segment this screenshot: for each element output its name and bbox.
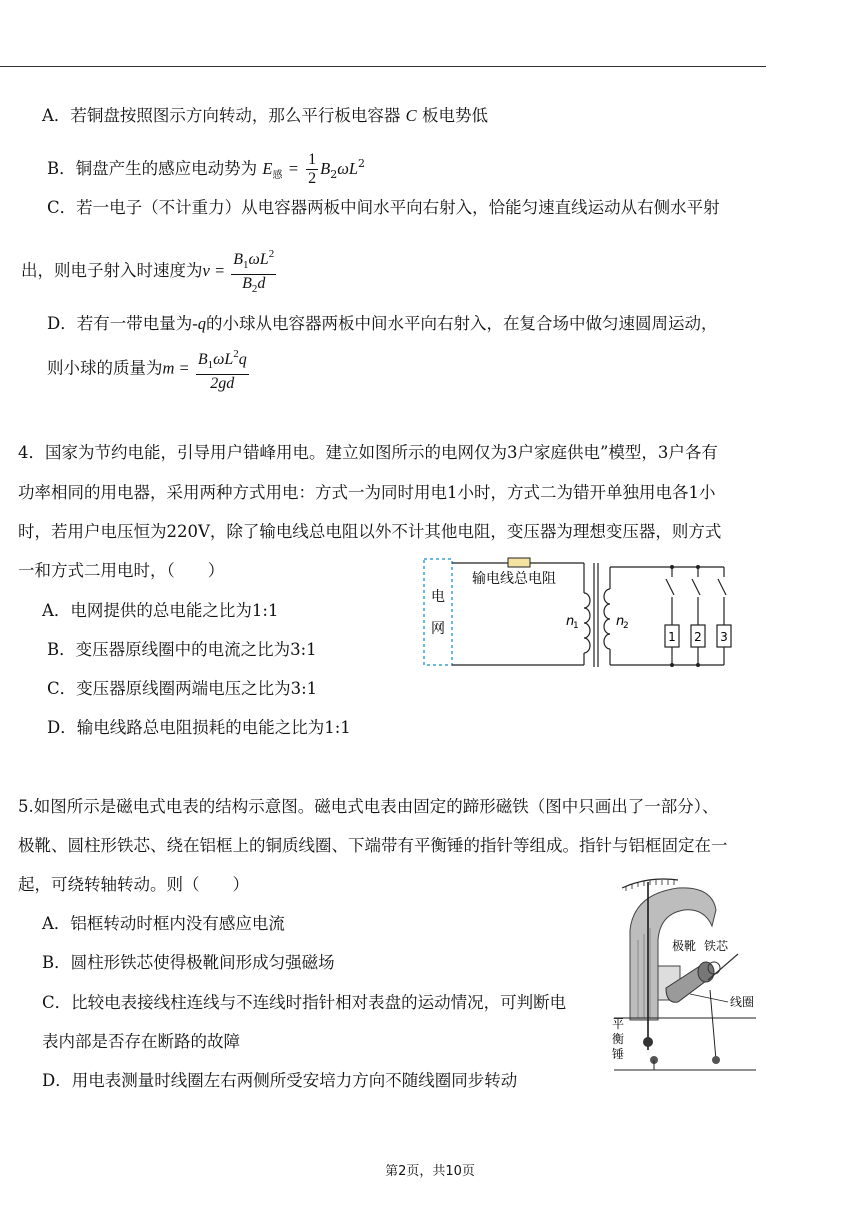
scale-ticks	[626, 880, 674, 891]
load-3-label: 3	[720, 630, 728, 644]
q3-d-num-sub: 1	[207, 359, 214, 371]
q3-option-d-line2: 则小球的质量为m = $\frac{B_1\omega L^2q}{2gd}$	[47, 345, 251, 393]
load-branch-2	[691, 565, 705, 667]
grid-box	[424, 559, 452, 665]
q5-stem-line2: 极靴、圆柱形铁芯、绕在铝框上的铜质线圈、下端带有平衡锤的指针等组成。指针与铝框固定在一	[18, 836, 728, 855]
q3-option-b-text: B．铜盘产生的感应电动势为	[47, 159, 258, 178]
weight-label-3: 锤	[612, 1047, 625, 1061]
q3-option-a	[42, 104, 488, 128]
q3-option-b: B．铜盘产生的感应电动势为 $E_感$ = $\frac{1}{2}$ $B_2\omega L^2$	[47, 151, 366, 187]
q5-meter-diagram	[608, 870, 758, 1080]
q3-option-b-fraction	[306, 151, 318, 188]
primary-coil	[584, 593, 590, 653]
q4-option-b: B．变压器原线圈中的电流之比为3:1	[47, 640, 317, 659]
secondary-coil	[604, 589, 610, 649]
q4-stem-line1: 4．国家为节约电能，引导用户错峰用电。建立如图所示的电网仅为3户家庭供电”模型，3户各有	[18, 443, 718, 462]
q3-option-b-e-sub: 感	[272, 170, 283, 181]
q3-d-num-b: B	[197, 351, 208, 368]
q3-d-num-q: q	[238, 351, 247, 368]
q3-option-c-text: 出，则电子射入时速度为	[21, 261, 203, 280]
q3-option-d-text2: 则小球的质量为	[47, 358, 163, 378]
q3-option-b-e: E	[262, 159, 273, 178]
grid-label-2: 网	[431, 621, 445, 637]
q3-option-a-end: 板电势低	[421, 106, 488, 125]
q4-option-d: D．输电线路总电阻损耗的电能之比为1:1	[47, 718, 351, 737]
terminal-left	[650, 1056, 658, 1070]
q5-stem-line1: 5.如图所示是磁电式电表的结构示意图。磁电式电表由固定的蹄形磁铁（图中只画出了一部分）、	[18, 797, 719, 816]
q4-stem-line3: 时，若用户电压恒为220V，除了输电线总电阻以外不计其他电阻，变压器为理想变压器，则方式	[18, 522, 722, 541]
q3-d-num-sup: 2	[233, 348, 239, 360]
resistor-label: 输电线总电阻	[472, 571, 556, 587]
n1-sub: 1	[573, 621, 579, 631]
q3-option-c-line2: 出，则电子射入时速度为v = $\frac{B_1\omega L^2}{B_2d}$	[21, 245, 278, 298]
q5-option-b: B．圆柱形铁芯使得极靴间形成匀强磁场	[42, 953, 335, 972]
weight-label-2: 衡	[612, 1032, 625, 1046]
load-2-label: 2	[694, 630, 702, 644]
load-branch-3	[717, 567, 731, 665]
q3-option-d-text-b: 的小球从电容器两板中间水平向右射入，在复合场中做匀速圆周运动，	[205, 314, 718, 333]
q4-option-a: A．电网提供的总电能之比为1:1	[42, 601, 279, 620]
q4-option-c: C．变压器原线圈两端电压之比为3:1	[47, 679, 318, 698]
q5-stem-line3: 起，可绕转轴转动。则（ ）	[18, 875, 249, 894]
q3-option-c-denominator	[231, 275, 276, 298]
q3-c-den-sub: 2	[251, 283, 258, 295]
q4-circuit-diagram	[420, 553, 750, 671]
grid-label-1: 电	[431, 589, 445, 605]
q3-option-c-v: v	[202, 261, 210, 280]
q5-option-a: A．铝框转动时框内没有感应电流	[42, 914, 285, 933]
q3-option-d-numerator	[196, 345, 249, 375]
q3-d-num-wl: ωL	[213, 351, 234, 368]
core-end	[698, 962, 714, 982]
header-rule	[0, 66, 766, 67]
q3-option-c-numerator	[231, 245, 276, 275]
q3-option-d-text-a: D．若有一带电量为	[47, 314, 193, 333]
q3-c-num-wl: ωL	[248, 251, 269, 268]
terminal-right	[710, 990, 720, 1064]
q3-c-num-b: B	[233, 251, 243, 268]
q5-option-d: D．用电表测量时线圈左右两侧所受安培力方向不随线圈同步转动	[42, 1071, 518, 1090]
q3-option-d-denominator: 2gd	[210, 375, 235, 392]
q3-option-d-fraction	[196, 345, 249, 393]
load-branch-1	[665, 565, 679, 667]
n2-sub: 2	[623, 621, 629, 631]
q3-option-b-b: B	[320, 159, 331, 178]
q3-option-b-num: 1	[308, 151, 317, 168]
q4-stem-line4: 一和方式二用电时，（ ）	[18, 561, 225, 580]
q5-option-c-line2: 表内部是否存在断路的故障	[42, 1032, 240, 1051]
load-1-label: 1	[668, 630, 676, 644]
q3-option-b-b-sub: 2	[330, 168, 338, 181]
q3-c-num-sub: 1	[243, 259, 249, 271]
balance-weight	[643, 1037, 653, 1047]
q3-option-d-m: m	[162, 358, 175, 378]
weight-label-1: 平	[612, 1017, 625, 1031]
q3-c-den-d: d	[257, 275, 266, 292]
coil-label: 线圈	[730, 995, 755, 1009]
q3-option-c-fraction	[231, 245, 276, 298]
core-label: 铁芯	[704, 939, 729, 953]
q3-option-b-wl: ωL	[337, 159, 359, 178]
q3-c-den-b: B	[242, 275, 252, 292]
q3-option-a-c: C	[405, 106, 417, 125]
q3-option-c-line1: C．若一电子（不计重力）从电容器两板中间水平向右射入，恰能匀速直线运动从右侧水平射	[47, 198, 720, 217]
q5-option-c-line1: C．比较电表接线柱连线与不连线时指针相对表盘的运动情况，可判断电	[42, 993, 567, 1012]
q3-option-b-den: 2	[308, 170, 317, 187]
n2-label: n	[616, 614, 625, 629]
pole-shoe-label: 极靴	[672, 939, 697, 953]
q3-option-b-sup: 2	[358, 157, 366, 170]
q4-stem-line2: 功率相同的用电器，采用两种方式用电：方式一为同时用电1小时，方式二为错开单独用电各1小	[18, 483, 716, 502]
q3-c-num-sup: 2	[268, 248, 275, 260]
q3-option-d-q: -q	[192, 314, 206, 333]
q3-option-a-text: A．若铜盘按照图示方向转动，那么平行板电容器	[42, 106, 401, 125]
n1-label: n	[566, 614, 575, 629]
page-footer: 第2页，共10页	[385, 1164, 475, 1179]
q3-option-d-line1	[47, 312, 717, 336]
line-resistor	[508, 558, 530, 567]
